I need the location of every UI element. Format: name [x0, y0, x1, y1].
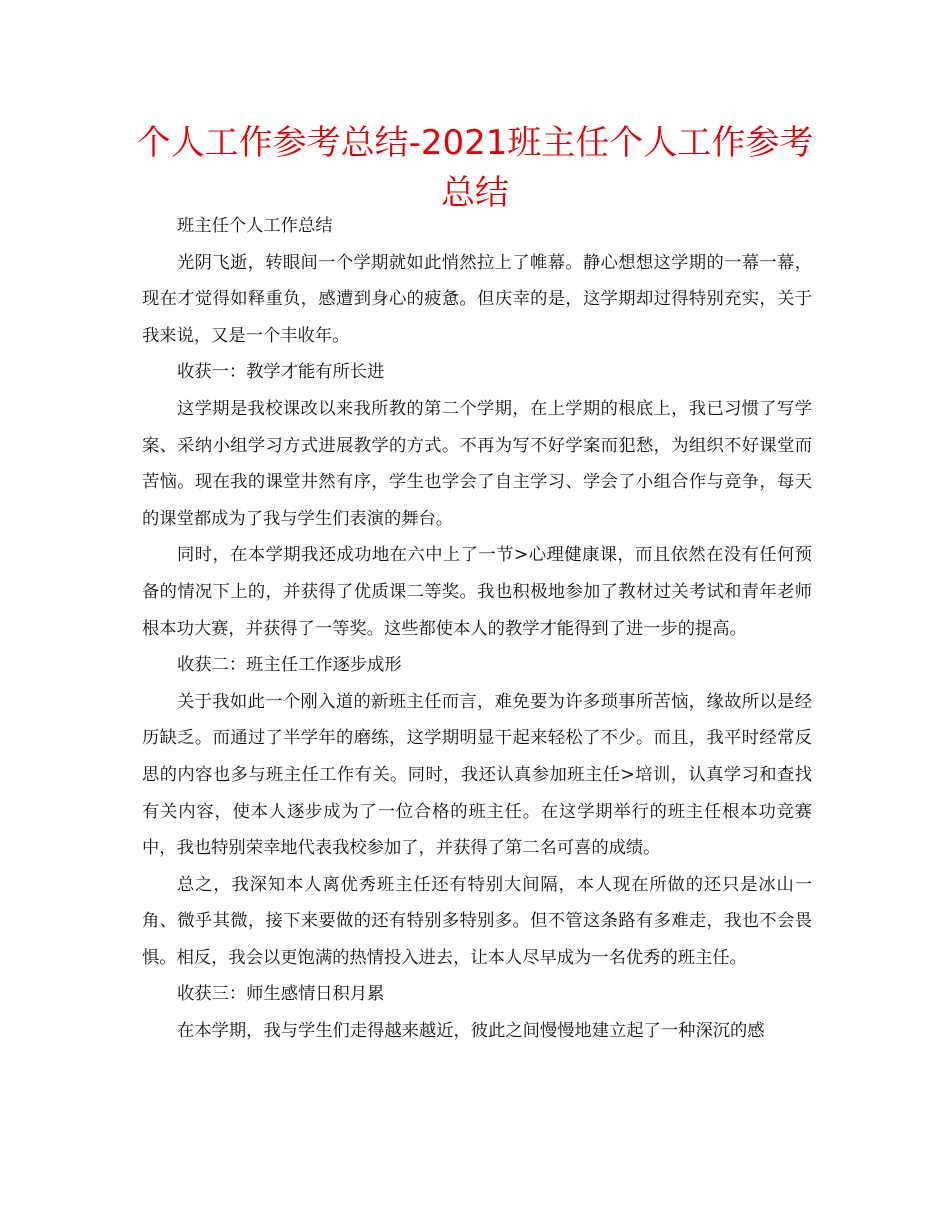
section-heading-3: 收获三：师生感情日积月累	[177, 984, 385, 1005]
body-paragraph: 同时，在本学期我还成功地在六中上了一节>心理健康课，而且依然在没有任何预备的情况下上的，并获得了优质课二等奖。我也积极地参加了教材过关考试和青年老师根本功大赛，并获得了一等奖。这些都使本人的教学才能得到了进一步的提高。	[142, 545, 812, 639]
body-paragraph: 在本学期，我与学生们走得越来越近，彼此之间慢慢地建立起了一种深沉的感	[177, 1021, 765, 1042]
document-body	[142, 208, 812, 1050]
section-heading-1: 收获一：教学才能有所长进	[177, 362, 385, 383]
body-paragraph: 这学期是我校课改以来我所教的第二个学期，在上学期的根底上，我已习惯了写学案、采纳小组学习方式进展教学的方式。不再为写不好学案而犯愁，为组织不好课堂而苦恼。现在我的课堂井然有序，学生也学会了自主学习、学会了小组合作与竞争，每天的课堂都成为了我与学生们表演的舞台。	[142, 398, 812, 529]
subtitle-paragraph: 班主任个人工作总结	[177, 216, 333, 236]
body-paragraph: 总之，我深知本人离优秀班主任还有特别大间隔，本人现在所做的还只是冰山一角、微乎其微，接下来要做的还有特别多特别多。但不管这条路有多难走，我也不会畏惧。相反，我会以更饱满的热情投入进去，让本人尽早成为一名优秀的班主任。	[142, 874, 812, 968]
intro-paragraph: 光阴飞逝，转眼间一个学期就如此悄然拉上了帷幕。静心想想这学期的一幕一幕，现在才觉得如释重负，感遭到身心的疲惫。但庆幸的是，这学期却过得特别充实，关于我来说，又是一个丰收年。	[142, 252, 812, 346]
body-paragraph: 关于我如此一个刚入道的新班主任而言，难免要为许多琐事所苦恼，缘故所以是经历缺乏。而通过了半学年的磨练，这学期明显干起来轻松了不少。而且，我平时经常反思的内容也多与班主任工作有关。同时，我还认真参加班主任>培训，认真学习和查找有关内容，使本人逐步成为了一位合格的班主任。在这学期举行的班主任根本功竞赛中，我也特别荣幸地代表我校参加了，并获得了第二名可喜的成绩。	[142, 691, 812, 859]
document-title: 个人工作参考总结-2021班主任个人工作参考总结	[136, 123, 814, 213]
section-heading-2: 收获二：班主任工作逐步成形	[177, 655, 402, 676]
